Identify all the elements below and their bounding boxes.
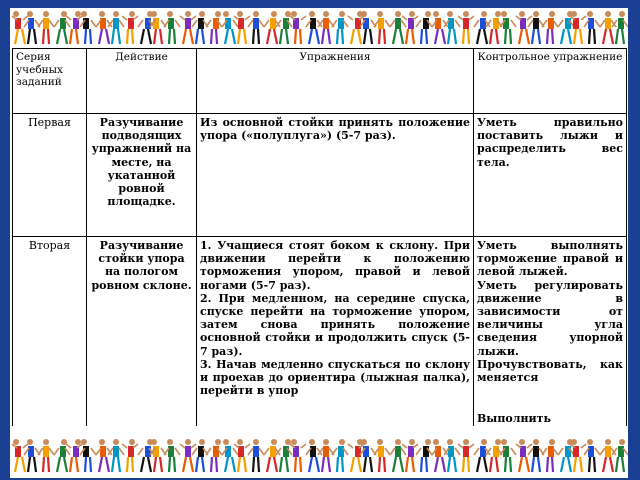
- athlete-figure: [80, 439, 96, 472]
- athlete-figure: [24, 11, 40, 44]
- athlete-figure: [164, 439, 180, 472]
- athlete-figure: [486, 439, 502, 472]
- athletes-illustration: [10, 426, 628, 476]
- athlete-figure: [332, 11, 348, 44]
- athlete-figure: [96, 439, 112, 472]
- header-exercises: Упражнения: [197, 49, 474, 114]
- athlete-figure: [306, 11, 322, 44]
- athlete-figure: [80, 11, 96, 44]
- header-series: Серия учебных заданий: [13, 49, 87, 114]
- athlete-figure: [108, 11, 124, 44]
- sports-figures-banner-top: [10, 8, 628, 48]
- athlete-figure: [138, 439, 154, 472]
- athlete-figure: [390, 439, 406, 472]
- athlete-figure: [570, 439, 586, 472]
- athlete-figure: [318, 11, 334, 44]
- table-row: [13, 114, 627, 237]
- exercise-text: Из основной стойки принять положение упора («полуплуга») (5-7 раз).: [200, 116, 470, 143]
- exercise-text: 2. При медленном, на середине спуска, спуске перейти на торможение упором, затем снова принять положение основной стойки и продолжить спуск (5-7 раз).: [200, 291, 470, 358]
- athlete-figure: [432, 439, 448, 472]
- control-cell: [474, 114, 627, 237]
- control-text: Уметь правильно поставить лыжи и распределить вес тела.: [477, 116, 623, 169]
- athlete-figure: [402, 11, 418, 44]
- stage-cell: Первая: [13, 114, 87, 237]
- athlete-figure: [332, 439, 348, 472]
- athlete-figure: [444, 11, 460, 44]
- training-table: [12, 48, 627, 441]
- athlete-figure: [24, 439, 40, 472]
- athlete-figure: [318, 439, 334, 472]
- stage-cell: Вторая: [13, 237, 87, 441]
- athlete-figure: [348, 439, 364, 472]
- athlete-figure: [360, 439, 376, 472]
- athlete-figure: [474, 439, 490, 472]
- control-text: Выполнить: [477, 412, 551, 426]
- athlete-figure: [192, 439, 208, 472]
- athlete-figure: [38, 439, 54, 472]
- athlete-figure: [12, 439, 28, 472]
- athlete-figure: [180, 439, 196, 472]
- control-cell: [474, 237, 627, 441]
- athlete-figure: [458, 439, 474, 472]
- athlete-figure: [612, 11, 628, 44]
- athlete-figure: [234, 11, 250, 44]
- athlete-figure: [432, 11, 448, 44]
- athlete-figure: [222, 439, 238, 472]
- athlete-figure: [276, 439, 292, 472]
- athlete-figure: [612, 439, 628, 472]
- athlete-figure: [96, 11, 112, 44]
- athlete-figure: [600, 11, 616, 44]
- exercise-cell: [197, 114, 474, 237]
- athlete-figure: [276, 11, 292, 44]
- sports-figures-banner-bottom: [10, 426, 628, 476]
- athlete-figure: [138, 11, 154, 44]
- athlete-figure: [516, 11, 532, 44]
- athlete-figure: [54, 11, 70, 44]
- athlete-figure: [444, 439, 460, 472]
- athlete-figure: [390, 11, 406, 44]
- athlete-figure: [584, 11, 600, 44]
- action-cell: Разучивание подводящих упражнений на месте, на укатанной ровной площадке.: [87, 114, 197, 237]
- athlete-figure: [528, 439, 544, 472]
- exercise-text: 3. Начав медленно спускаться по склону и проехав до ориентира (лыжная палка), перейти в упор: [200, 357, 470, 398]
- athlete-figure: [150, 439, 166, 472]
- table-header-row: [13, 49, 627, 114]
- athlete-figure: [12, 11, 28, 44]
- athlete-figure: [516, 439, 532, 472]
- athlete-figure: [528, 11, 544, 44]
- athlete-figure: [374, 439, 390, 472]
- athlete-figure: [500, 11, 516, 44]
- header-control: Контрольное упражнение: [474, 49, 627, 114]
- athlete-figure: [416, 439, 432, 472]
- athlete-figure: [290, 11, 306, 44]
- athlete-figure: [558, 11, 574, 44]
- athlete-figure: [600, 439, 616, 472]
- athletes-illustration: [10, 8, 628, 48]
- athlete-figure: [54, 439, 70, 472]
- athlete-figure: [264, 11, 280, 44]
- athlete-figure: [150, 11, 166, 44]
- athlete-figure: [66, 11, 82, 44]
- athlete-figure: [360, 11, 376, 44]
- athlete-figure: [264, 439, 280, 472]
- slide-frame: [10, 8, 628, 478]
- athlete-figure: [486, 11, 502, 44]
- athlete-figure: [248, 439, 264, 472]
- athlete-figure: [458, 11, 474, 44]
- athlete-figure: [222, 11, 238, 44]
- athlete-figure: [66, 439, 82, 472]
- athlete-figure: [248, 11, 264, 44]
- exercise-cell: [197, 237, 474, 441]
- athlete-figure: [306, 439, 322, 472]
- athlete-figure: [474, 11, 490, 44]
- header-action: Действие: [87, 49, 197, 114]
- athlete-figure: [108, 439, 124, 472]
- athlete-figure: [558, 439, 574, 472]
- athlete-figure: [234, 439, 250, 472]
- athlete-figure: [180, 11, 196, 44]
- athlete-figure: [374, 11, 390, 44]
- athlete-figure: [500, 439, 516, 472]
- athlete-figure: [206, 11, 222, 44]
- athlete-figure: [584, 439, 600, 472]
- athlete-figure: [570, 11, 586, 44]
- action-cell: Разучивание стойки упора на пологом ровном склоне.: [87, 237, 197, 441]
- exercise-text: 1. Учащиеся стоят боком к склону. При движении перейти к положению торможения упором, правой и левой ногами (5-7 раз).: [200, 239, 470, 292]
- control-text: Уметь регулировать движение в зависимости от величины угла сведения упорной лыжи.: [477, 278, 623, 358]
- athlete-figure: [542, 11, 558, 44]
- athlete-figure: [122, 439, 138, 472]
- athlete-figure: [402, 439, 418, 472]
- athlete-figure: [38, 11, 54, 44]
- athlete-figure: [416, 11, 432, 44]
- athlete-figure: [348, 11, 364, 44]
- table-row: [13, 237, 627, 441]
- athlete-figure: [192, 11, 208, 44]
- athlete-figure: [542, 439, 558, 472]
- control-text: Уметь выполнять торможение правой и левой лыжей.: [477, 239, 623, 279]
- control-text: Прочувствовать, как меняется: [477, 357, 623, 384]
- athlete-figure: [206, 439, 222, 472]
- athlete-figure: [290, 439, 306, 472]
- athlete-figure: [164, 11, 180, 44]
- athlete-figure: [122, 11, 138, 44]
